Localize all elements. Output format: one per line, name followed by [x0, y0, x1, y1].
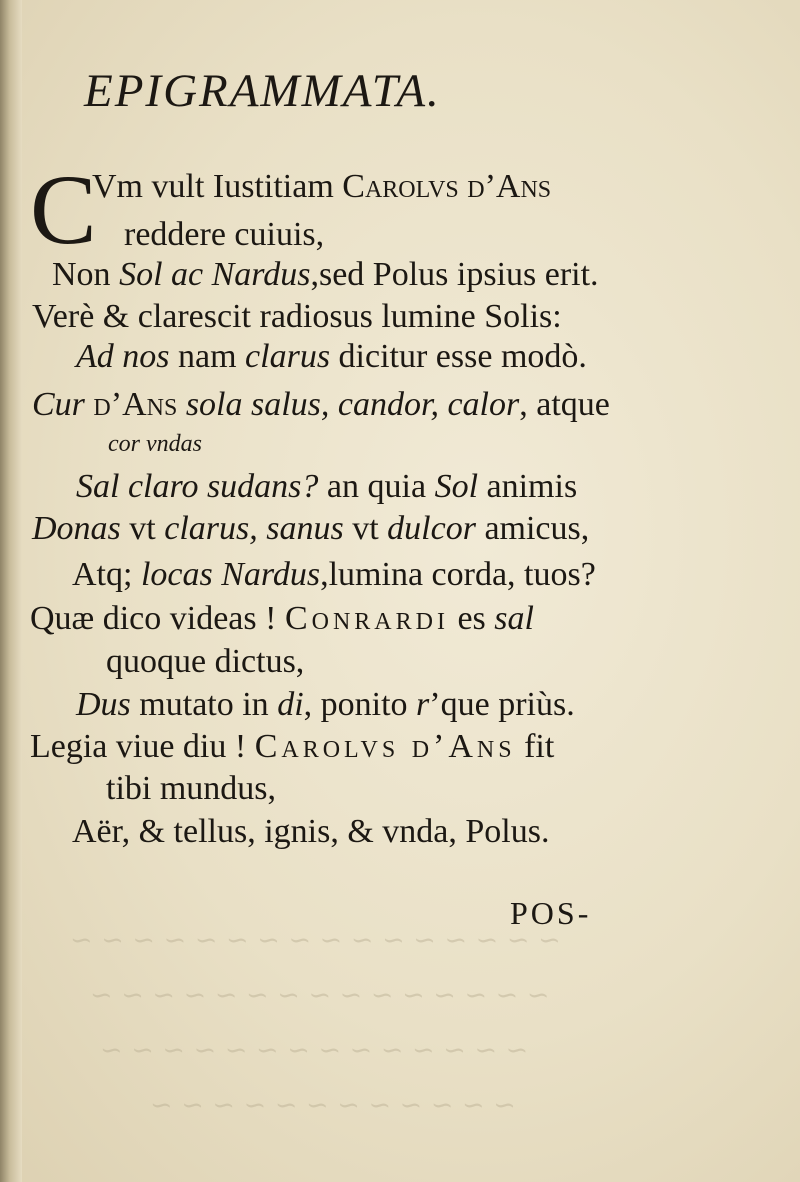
verse-italic: dulcor — [387, 510, 476, 547]
verse-line-5 — [76, 340, 587, 374]
verse-italic: sola salus, candor, calor — [185, 386, 520, 423]
verse-line-4 — [32, 300, 562, 334]
verse-line-7 — [108, 432, 202, 456]
verse-text: , ponito — [303, 686, 417, 723]
verse-text: reddere cuiuis, — [124, 216, 325, 253]
show-through-text: ~ ~ ~ ~ ~ ~ ~ ~ ~ ~ ~ ~ ~ ~ ~ ~ — [70, 925, 561, 956]
verse-italic: sal — [494, 600, 534, 637]
verse-text: Non — [52, 256, 120, 293]
verse-text: , atque — [519, 386, 610, 423]
verse-text: ’que priùs. — [429, 686, 575, 723]
verse-italic: Donas — [32, 510, 121, 547]
verse-name: Carolvs d’Ans — [342, 168, 552, 205]
verse-text: Atq; — [72, 556, 141, 593]
verse-text: amicus, — [475, 510, 590, 547]
verse-text: Legia viue diu ! — [30, 728, 255, 765]
verse-line-14 — [30, 730, 554, 764]
verse-italic: Sal claro sudans? — [76, 468, 319, 505]
verse-line-2 — [124, 218, 324, 252]
verse-italic: Dus — [76, 686, 131, 723]
page-title: EPIGRAMMATA. — [84, 65, 441, 117]
verse-line-15 — [106, 772, 276, 806]
drop-cap: C — [30, 154, 97, 265]
verse-name: Conrardi — [284, 600, 449, 637]
verse-text: Aër, & tellus, ignis, & vnda, Polus. — [72, 813, 550, 850]
verse-text: ,sed Polus ipsius erit. — [310, 256, 599, 293]
verse-italic: Cur — [32, 386, 85, 423]
verse-name: d’Ans — [84, 386, 186, 423]
verse-italic: Sol ac Nardus — [119, 256, 311, 293]
verse-italic: clarus, sanus — [164, 510, 344, 547]
page-gutter — [0, 0, 22, 1182]
verse-text: Verè & clarescit radiosus lumine Solis: — [32, 298, 562, 335]
verse-line-1 — [92, 170, 551, 204]
verse-text: Quæ dico videas ! — [30, 600, 285, 637]
verse-line-13 — [76, 688, 575, 722]
verse-italic: locas Nardus — [140, 556, 321, 593]
verse-line-8 — [76, 470, 577, 504]
catchword: POS- — [510, 895, 592, 931]
verse-line-11 — [30, 602, 534, 636]
verse-text: vt — [120, 510, 165, 547]
verse-text: tibi mundus, — [106, 770, 277, 807]
verse-text: animis — [478, 468, 578, 505]
show-through-text: ~ ~ ~ ~ ~ ~ ~ ~ ~ ~ ~ ~ ~ ~ — [100, 1035, 529, 1066]
verse-text: mutato in — [130, 686, 278, 723]
verse-text: Vm vult Iustitiam — [92, 168, 343, 205]
verse-text: fit — [515, 728, 555, 765]
verse-text: ,lumina corda, tuos? — [320, 556, 596, 593]
verse-line-6 — [32, 388, 610, 422]
verse-line-3 — [52, 258, 599, 292]
verse-text: vt — [343, 510, 388, 547]
verse-italic: di — [277, 686, 304, 723]
verse-text: es — [448, 600, 495, 637]
verse-text: quoque dictus, — [106, 643, 305, 680]
verse-name: Carolvs d’Ans — [254, 728, 516, 765]
verse-text: dicitur esse modò. — [330, 338, 587, 375]
verse-italic: Ad nos — [76, 338, 170, 375]
verse-italic: r — [416, 686, 430, 723]
verse-text: nam — [169, 338, 246, 375]
verse-line-16 — [72, 815, 549, 849]
show-through-text: ~ ~ ~ ~ ~ ~ ~ ~ ~ ~ ~ ~ ~ ~ ~ — [90, 980, 550, 1011]
verse-line-12 — [106, 645, 304, 679]
verse-italic: cor vndas — [108, 431, 202, 457]
verse-italic: Sol — [434, 468, 479, 505]
verse-line-10 — [72, 558, 596, 592]
verse-text: an quia — [318, 468, 435, 505]
verse-line-9 — [32, 512, 589, 546]
verse-italic: clarus — [245, 338, 331, 375]
show-through-text: ~ ~ ~ ~ ~ ~ ~ ~ ~ ~ ~ ~ — [150, 1090, 516, 1121]
